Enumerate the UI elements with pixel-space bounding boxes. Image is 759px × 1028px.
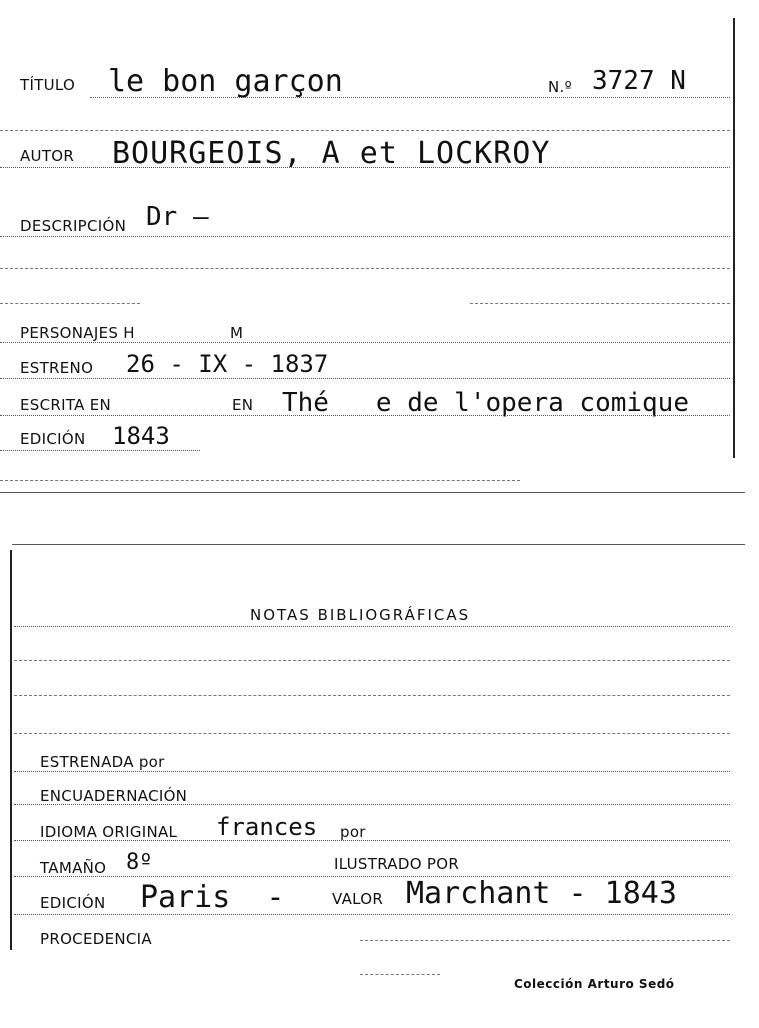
estreno-label: ESTRENO [20, 359, 94, 377]
edicion2-label: EDICIÓN [40, 894, 106, 912]
autor-line [0, 167, 730, 168]
idioma-line [14, 840, 730, 841]
notas-line-2 [14, 660, 730, 661]
edicion2-value: Paris - [140, 880, 285, 915]
card2-left-border [10, 550, 12, 950]
procedencia-line-2 [360, 974, 440, 975]
valor-label: VALOR [332, 890, 384, 908]
separator-2 [0, 268, 730, 269]
en-value: Thé e de l'opera comique [282, 388, 689, 418]
numero-value: 3727 N [592, 66, 686, 96]
collection-note: Colección Arturo Sedó [514, 977, 675, 991]
descripcion-value: Dr — [146, 202, 209, 232]
card1-right-border [733, 18, 735, 458]
valor-value: Marchant - 1843 [406, 876, 677, 911]
notas-title: NOTAS BIBLIOGRÁFICAS [250, 606, 471, 624]
procedencia-label: PROCEDENCIA [40, 930, 152, 948]
card1-bottom-rule [0, 492, 745, 493]
separator-4 [0, 480, 520, 481]
idioma-label: IDIOMA ORIGINAL [40, 823, 178, 841]
separator-3b [470, 303, 730, 304]
edicion-label: EDICIÓN [20, 430, 86, 448]
autor-label: AUTOR [20, 147, 75, 165]
personajes-line [0, 342, 730, 343]
numero-label: N.º [548, 78, 572, 96]
tamano-label: TAMAÑO [40, 859, 107, 877]
estrenada-label: ESTRENADA por [40, 753, 165, 771]
titulo-label: TÍTULO [20, 76, 76, 94]
edicion-value: 1843 [112, 422, 170, 450]
autor-value: BOURGEOIS, A et LOCKROY [112, 136, 551, 171]
notas-line-4 [14, 733, 730, 734]
separator-1 [0, 130, 730, 131]
estrenada-line [14, 771, 730, 772]
procedencia-line [360, 940, 730, 941]
escrita-line [0, 415, 730, 416]
m-label: M [230, 324, 244, 342]
card2-top-border [12, 544, 745, 545]
separator-3 [0, 303, 140, 304]
encuadernacion-label: ENCUADERNACIÓN [40, 787, 188, 805]
notas-line-3 [14, 695, 730, 696]
edicion-line [0, 450, 200, 451]
titulo-value: le bon garçon [108, 64, 343, 99]
notas-line [14, 626, 730, 627]
tamano-value: 8º [126, 850, 153, 875]
edicion2-line [14, 914, 730, 915]
personajes-label: PERSONAJES H [20, 324, 135, 342]
descripcion-label: DESCRIPCIÓN [20, 217, 127, 235]
descripcion-line [0, 236, 730, 237]
encuadernacion-line [14, 804, 730, 805]
en-label: EN [232, 396, 254, 414]
idioma-por-label: por [340, 823, 366, 841]
estreno-value: 26 - IX - 1837 [126, 350, 329, 378]
escrita-en-label: ESCRITA EN [20, 396, 112, 414]
idioma-value: frances [216, 813, 318, 841]
ilustrado-label: ILUSTRADO POR [334, 855, 460, 873]
titulo-line [90, 97, 730, 98]
estreno-line [0, 378, 730, 379]
